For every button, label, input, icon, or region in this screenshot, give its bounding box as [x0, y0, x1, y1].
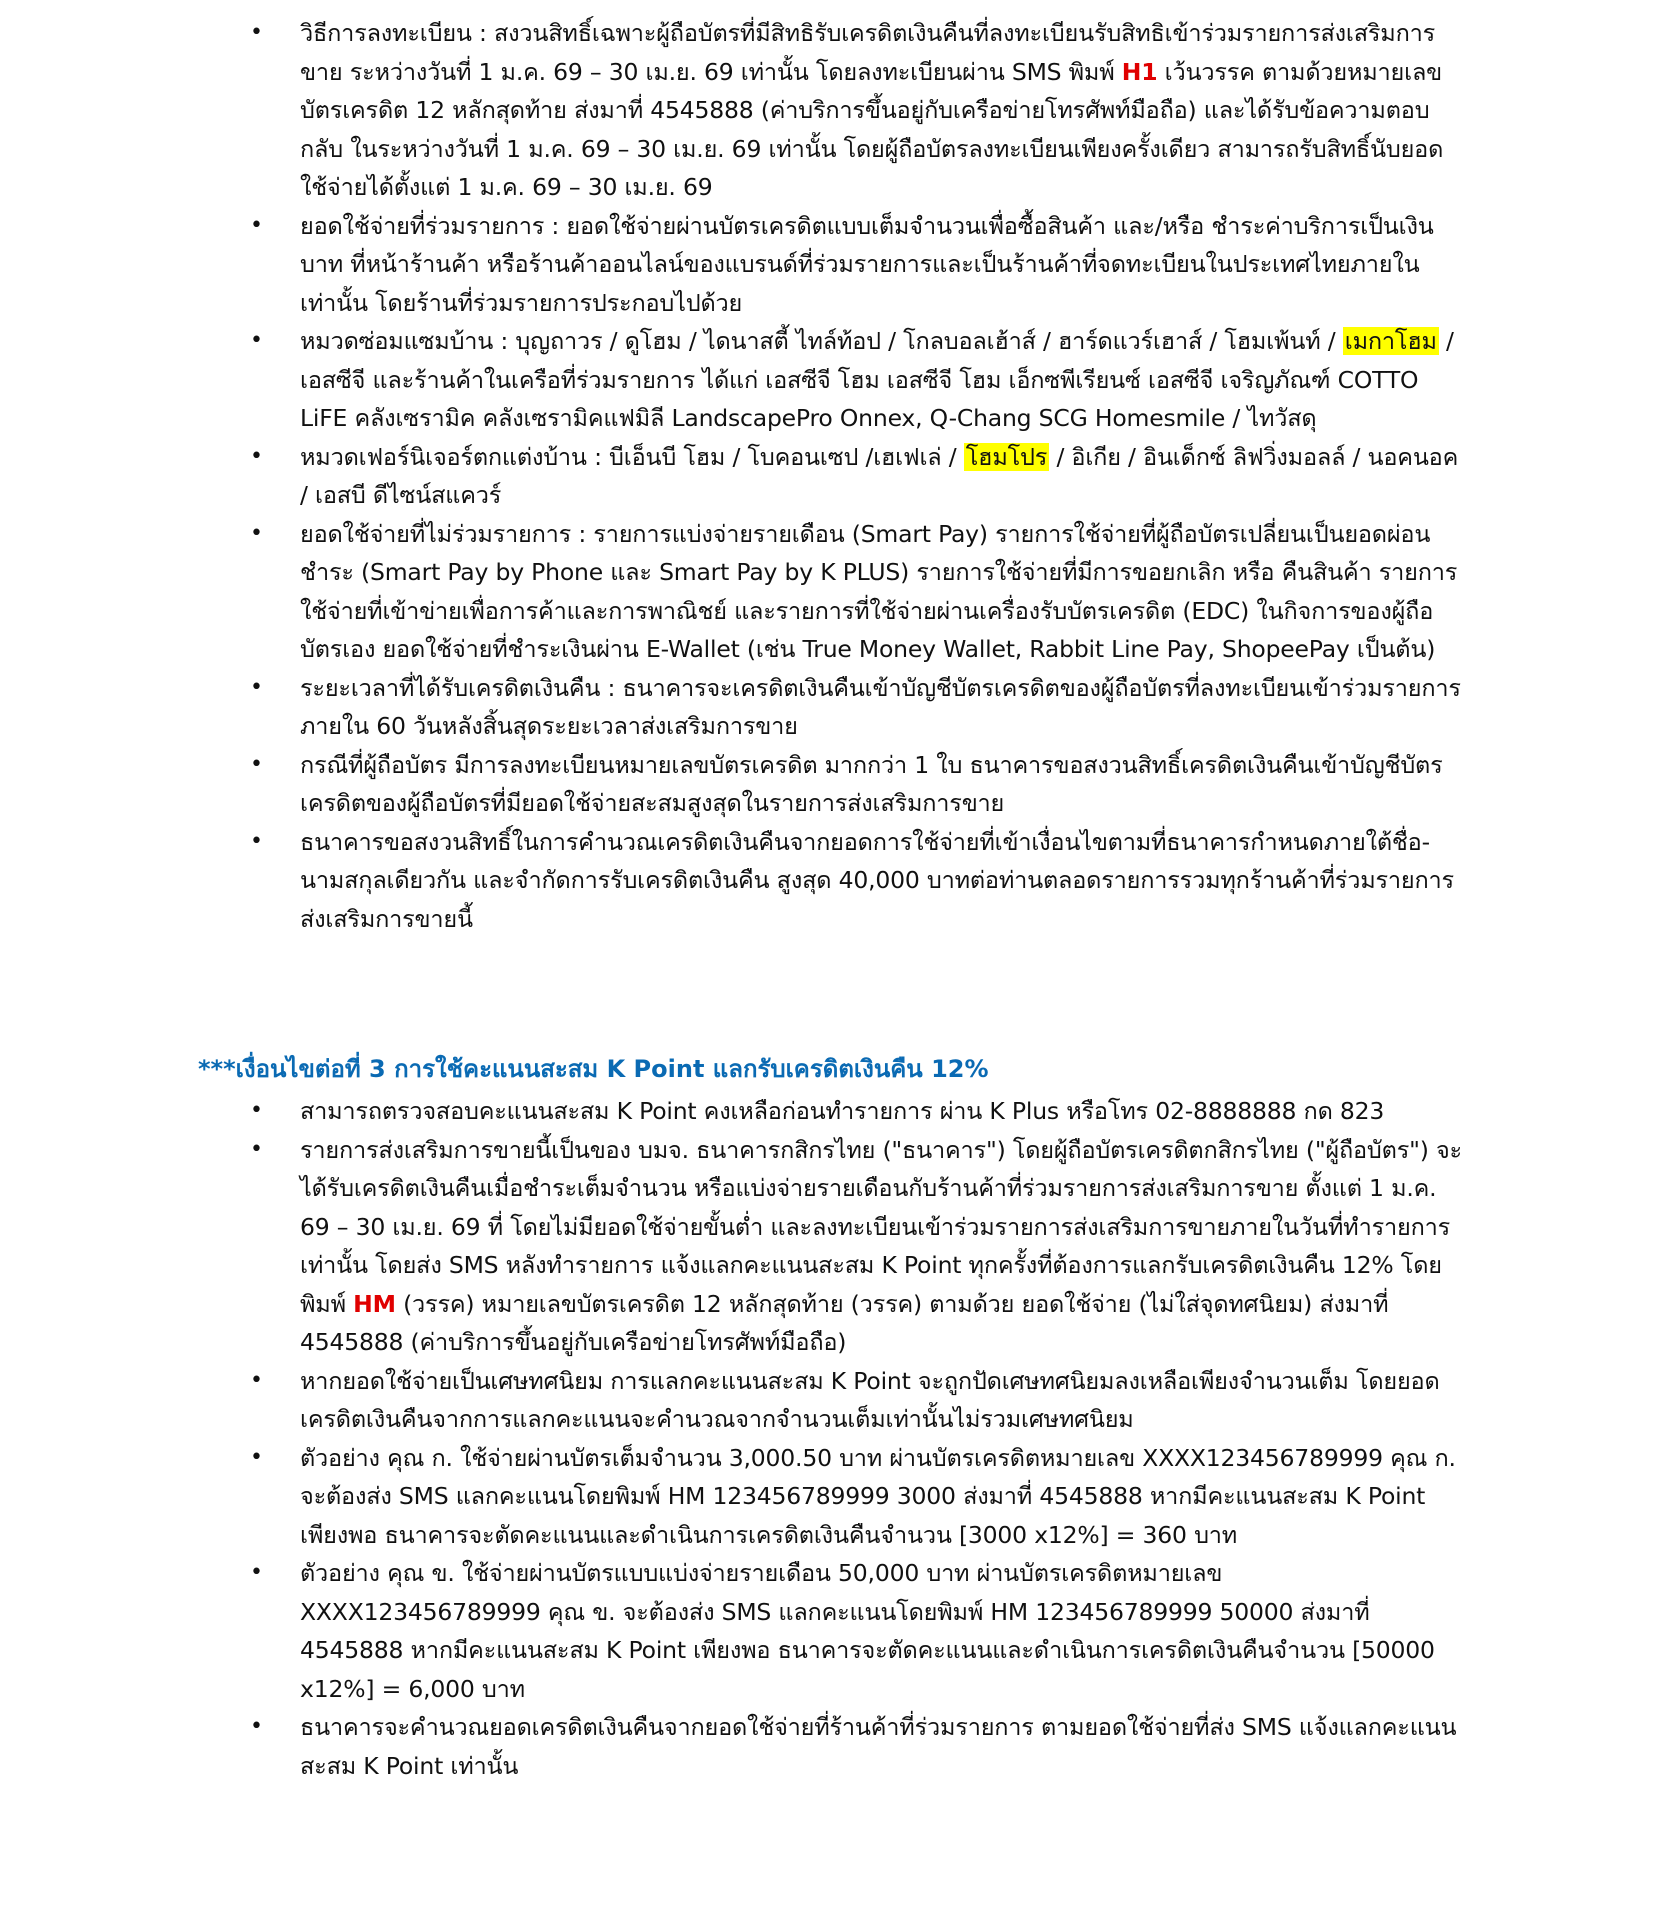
terms-list-k-point: [250, 1092, 1470, 1785]
bullet-icon: •: [250, 828, 263, 854]
item-text: หมวดเฟอร์นิเจอร์ตกแต่งบ้าน : บีเอ็นบี โฮม / โบคอนเซป /เฮเฟเล่ /: [300, 442, 964, 471]
list-item-example-a: [250, 1439, 1470, 1555]
item-text: / เอสซีจี และร้านค้าในเครือที่ร่วมรายการ ได้แก่ เอสซีจี โฮม เอสซีจี โฮม เอ็กซพีเรียนซ์ เอสซีจี เจริญภัณฑ์ COTTO LiFE คลังเซรามิค คลังเซรามิคแฟมิลี LandscapePro Onnex, Q-Chang SCG Homesmile / ไทวัสดุ: [300, 327, 1454, 432]
list-item-multiple-cards: [250, 746, 1470, 823]
item-text: วิธีการลงทะเบียน : สงวนสิทธิ์เฉพาะผู้ถือบัตรที่มีสิทธิรับเครดิตเงินคืนที่ลงทะเบียนรับสิทธิเข้าร่วมรายการส่งเสริมการขาย ระหว่างวันที่ 1 ม.ค. 69 – 30 เม.ย. 69 เท่านั้น โดยลงทะเบียนผ่าน SMS พิมพ์: [300, 19, 1436, 86]
sms-code-h1: H1: [1121, 57, 1158, 86]
list-item-example-b: [250, 1554, 1470, 1708]
list-item-eligible-spending: [250, 207, 1470, 323]
bullet-icon: •: [250, 1714, 263, 1739]
sms-code-hm: HM: [353, 1289, 396, 1318]
item-text: ยอดใช้จ่ายที่ไม่ร่วมรายการ : รายการแบ่งจ่ายรายเดือน (Smart Pay) รายการใช้จ่ายที่ผู้ถือบัตรเปลี่ยนเป็นยอดผ่อนชำระ (Smart Pay by Phone และ Smart Pay by K PLUS) รายการใช้จ่ายที่มีการขอยกเลิก หรือ คืนสินค้า รายการใช้จ่ายที่เข้าข่ายเพื่อการค้าและการพาณิชย์ และรายการที่ใช้จ่ายผ่านเครื่องรับบัตรเครดิต (EDC) ในกิจการของผู้ถือบัตรเอง ยอดใช้จ่ายที่ชำระเงินผ่าน E-Wallet (เช่น True Money Wallet, Rabbit Line Pay, ShopeePay เป็นต้น): [300, 519, 1458, 663]
terms-list-general: [250, 14, 1470, 938]
bullet-icon: •: [250, 20, 263, 45]
list-item-credit-limit: [250, 823, 1470, 939]
list-item-home-repair: [250, 322, 1470, 438]
bullet-icon: •: [250, 1367, 263, 1393]
list-item-excluded-spending: [250, 515, 1470, 669]
item-text: หมวดซ่อมแซมบ้าน : บุญถาวร / ดูโฮม / ไดนาสตี้ ไทล์ท้อป / โกลบอลเฮ้าส์ / ฮาร์ดแวร์เฮาส์ / โฮมเพ้นท์ /: [300, 327, 1343, 355]
item-text: รายการส่งเสริมการขายนี้เป็นของ บมจ. ธนาคารกสิกรไทย ("ธนาคาร") โดยผู้ถือบัตรเครดิตกสิกรไทย ("ผู้ถือบัตร") จะได้รับเครดิตเงินคืนเมื่อชำระเต็มจำนวน หรือแบ่งจ่ายรายเดือนกับร้านค้าที่ร่วมรายการส่งเสริมการขาย ตั้งแต่ 1 ม.ค. 69 – 30 เม.ย. 69 ที่ โดยไม่มียอดใช้จ่ายขั้นต่ำ และลงทะเบียนเข้าร่วมรายการส่งเสริมการขายภายในวันที่ทำรายการเท่านั้น โดยส่ง SMS หลังทำรายการ แจ้งแลกคะแนนสะสม K Point ทุกครั้งที่ต้องการแลกรับเครดิตเงินคืน 12% โดย พิมพ์: [300, 1135, 1462, 1318]
item-text: (วรรค) หมายเลขบัตรเครดิต 12 หลักสุดท้าย (วรรค) ตามด้วย ยอดใช้จ่าย (ไม่ใส่จุดทศนิยม) ส่งมาที่ 4545888 (ค่าบริการขึ้นอยู่กับเครือข่ายโทรศัพท์มือถือ): [300, 1289, 1389, 1356]
item-text: ธนาคารจะคำนวณยอดเครดิตเงินคืนจากยอดใช้จ่ายที่ร้านค้าที่ร่วมรายการ ตามยอดใช้จ่ายที่ส่ง SMS แจ้งแลกคะแนนสะสม K Point เท่านั้น: [300, 1713, 1457, 1780]
bullet-icon: •: [250, 1560, 263, 1585]
bullet-icon: •: [250, 751, 263, 777]
bullet-icon: •: [250, 520, 263, 546]
list-item-credit-period: [250, 669, 1470, 746]
item-text: ธนาคารขอสงวนสิทธิ์ในการคำนวณเครดิตเงินคืนจากยอดการใช้จ่ายที่เข้าเงื่อนไขตามที่ธนาคารกำหนดภายใต้ชื่อ-นามสกุลเดียวกัน และจำกัดการรับเครดิตเงินคืน สูงสุด 40,000 บาทต่อท่านตลอดรายการรวมทุกร้านค้าที่ร่วมรายการส่งเสริมการขายนี้: [300, 827, 1454, 933]
item-text: ตัวอย่าง คุณ ก. ใช้จ่ายผ่านบัตรเต็มจำนวน 3,000.50 บาท ผ่านบัตรเครดิตหมายเลข XXXX123456789999 คุณ ก. จะต้องส่ง SMS แลกคะแนนโดยพิมพ์ HM 123456789999 3000 ส่งมาที่ 4545888 หากมีคะแนนสะสม K Point เพียงพอ ธนาคารจะตัดคะแนนและดำเนินการเครดิตเงินคืนจำนวน [3000 x12%] = 360 บาท: [300, 1443, 1456, 1549]
bullet-icon: •: [250, 1444, 263, 1470]
item-text: ยอดใช้จ่ายที่ร่วมรายการ : ยอดใช้จ่ายผ่านบัตรเครดิตแบบเต็มจำนวนเพื่อซื้อสินค้า และ/หรือ ชำระค่าบริการเป็นเงินบาท ที่หน้าร้านค้า หรือร้านค้าออนไลน์ของแบรนด์ที่ร่วมรายการและเป็นร้านค้าที่จดทะเบียนในประเทศไทยภายในเท่านั้น โดยร้านที่ร่วมรายการประกอบไปด้วย: [300, 211, 1434, 317]
item-text: เว้นวรรค ตามด้วยหมายเลขบัตรเครดิต 12 หลักสุดท้าย ส่งมาที่ 4545888 (ค่าบริการขึ้นอยู่กับเครือข่ายโทรศัพท์มือถือ) และได้รับข้อความตอบกลับ ในระหว่างวันที่ 1 ม.ค. 69 – 30 เม.ย. 69 เท่านั้น โดยผู้ถือบัตรลงทะเบียนเพียงครั้งเดียว สามารถรับสิทธิ์นับยอดใช้จ่ายได้ตั้งแต่ 1 ม.ค. 69 – 30 เม.ย. 69: [300, 57, 1444, 201]
bullet-icon: •: [250, 674, 263, 700]
item-text: ระยะเวลาที่ได้รับเครดิตเงินคืน : ธนาคารจะเครดิตเงินคืนเข้าบัญชีบัตรเครดิตของผู้ถือบัตรที่ลงทะเบียนเข้าร่วมรายการภายใน 60 วันหลังสิ้นสุดระยะเวลาส่งเสริมการขาย: [300, 673, 1461, 740]
list-item-promotion-owner: [250, 1131, 1470, 1362]
bullet-icon: •: [250, 1098, 263, 1123]
item-text: หากยอดใช้จ่ายเป็นเศษทศนิยม การแลกคะแนนสะสม K Point จะถูกปัดเศษทศนิยมลงเหลือเพียงจำนวนเต็ม โดยยอดเครดิตเงินคืนจากการแลกคะแนนจะคำนวณจากจำนวนเต็มเท่านั้นไม่รวมเศษทศนิยม: [300, 1366, 1440, 1433]
section-3-heading: ***เงื่อนไขต่อที่ 3 การใช้คะแนนสะสม K Point แลกรับเครดิตเงินคืน 12%: [198, 1055, 989, 1083]
list-item-check-points: [250, 1092, 1470, 1131]
item-text: ตัวอย่าง คุณ ข. ใช้จ่ายผ่านบัตรแบบแบ่งจ่ายรายเดือน 50,000 บาท ผ่านบัตรเครดิตหมายเลข XXXX123456789999 คุณ ข. จะต้องส่ง SMS แลกคะแนนโดยพิมพ์ HM 123456789999 50000 ส่งมาที่ 4545888 หากมีคะแนนสะสม K Point เพียงพอ ธนาคารจะตัดคะแนนและดำเนินการเครดิตเงินคืนจำนวน [50000 x12%] = 6,000 บาท: [300, 1559, 1435, 1703]
bullet-icon: •: [250, 1136, 263, 1162]
highlight-megahome: เมกาโฮม: [1344, 327, 1437, 355]
bullet-icon: •: [250, 443, 263, 469]
list-item-decimal-rounding: [250, 1362, 1470, 1439]
highlight-homepro: โฮมโปร: [965, 442, 1048, 471]
list-item-furniture: [250, 438, 1470, 515]
list-item-registration: [250, 14, 1470, 207]
bullet-icon: •: [250, 212, 263, 238]
list-item-calculation-basis: [250, 1708, 1470, 1785]
bullet-icon: •: [250, 328, 263, 353]
item-text: สามารถตรวจสอบคะแนนสะสม K Point คงเหลือก่อนทำรายการ ผ่าน K Plus หรือโทร 02-8888888 กด 823: [300, 1097, 1385, 1125]
item-text: กรณีที่ผู้ถือบัตร มีการลงทะเบียนหมายเลขบัตรเครดิต มากกว่า 1 ใบ ธนาคารขอสงวนสิทธิ์เครดิตเงินคืนเข้าบัญชีบัตรเครดิตของผู้ถือบัตรที่มียอดใช้จ่ายสะสมสูงสุดในรายการส่งเสริมการขาย: [300, 750, 1443, 817]
item-text: / อิเกีย / อินเด็กซ์ ลิฟวิ่งมอลล์ / นอคนอค / เอสบี ดีไซน์สแควร์: [300, 442, 1459, 509]
